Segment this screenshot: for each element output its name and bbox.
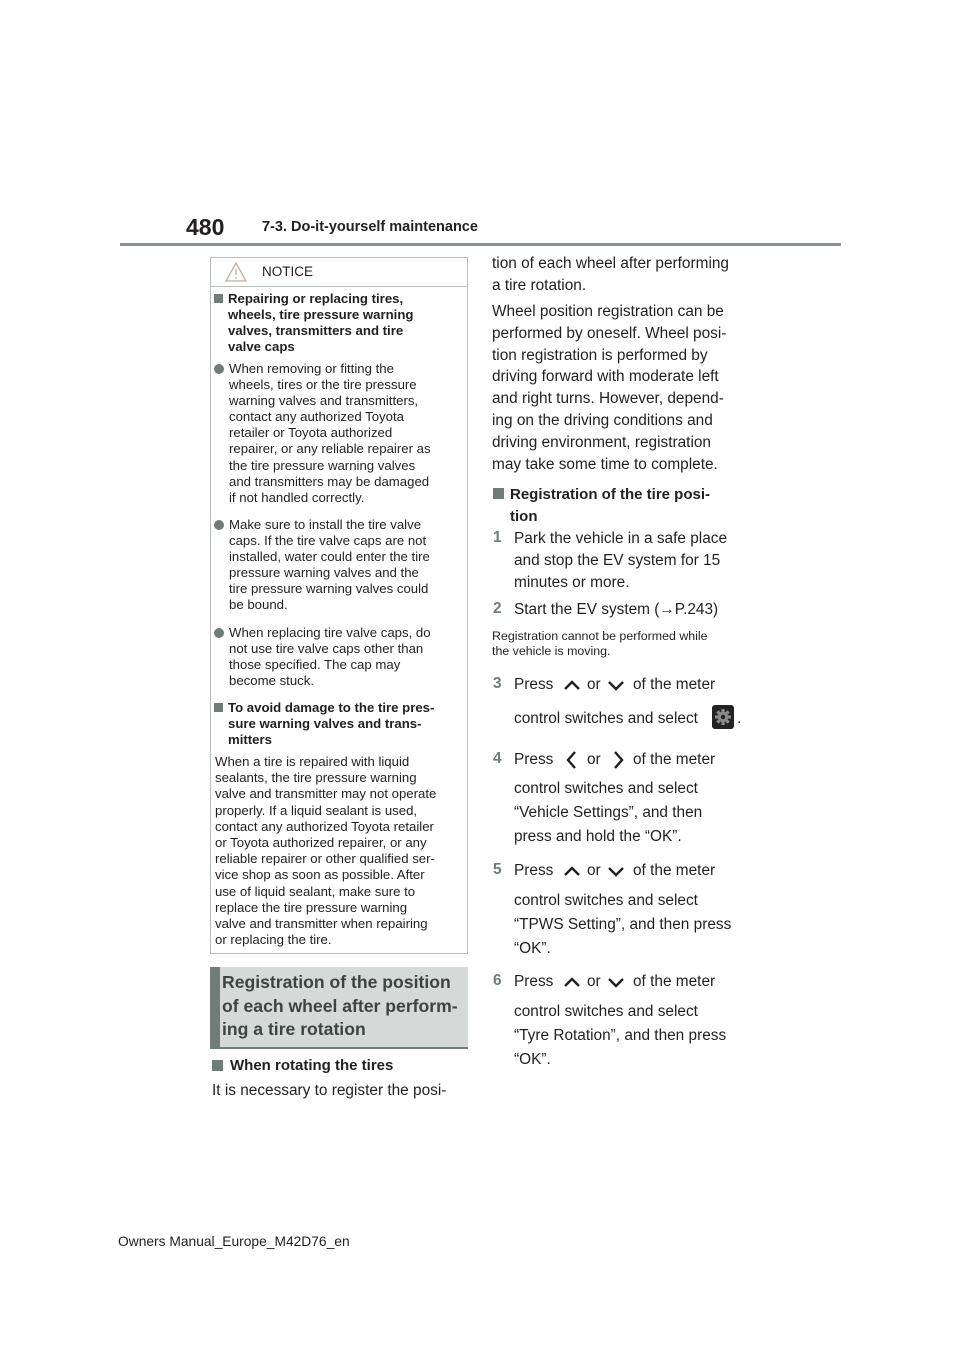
step-6-or: or: [587, 973, 601, 990]
step-6-tail: of the meter: [633, 973, 716, 990]
step-number: 5: [493, 861, 502, 878]
warning-triangle-icon: [225, 262, 247, 282]
header-rule: [120, 243, 841, 246]
section-heading-bar: [210, 967, 220, 1048]
step-number: 4: [493, 750, 502, 767]
step-3-select: control switches and select: [514, 710, 698, 727]
step-3-or: or: [587, 676, 601, 693]
bullet-dot: [214, 520, 224, 530]
gear-icon: [712, 705, 734, 729]
chevron-right-icon: [609, 751, 627, 769]
step-4-text: control switches and select “Vehicle Settings”, and then press and hold the “OK”.: [514, 780, 703, 845]
step-6-press: Press: [514, 973, 554, 990]
notice-heading-2: To avoid damage to the tire pres- sure warning valves and trans- mitters: [228, 700, 435, 747]
notice-paragraph: When replacing tire valve caps, do not use tire valve caps other than those specified. The cap may become stuck.: [229, 625, 431, 689]
step-3-press: Press: [514, 676, 554, 693]
footer-manual-id: Owners Manual_Europe_M42D76_en: [118, 1234, 350, 1249]
step-1-text: Park the vehicle in a safe place and stop the EV system for 15 minutes or more.: [514, 530, 728, 591]
chevron-left-icon: [563, 751, 581, 769]
notice-heading-1: Repairing or replacing tires, wheels, tire pressure warning valves, transmitters and tire valve caps: [228, 291, 414, 354]
step-4-tail: of the meter: [633, 751, 716, 768]
chevron-up-icon: [563, 863, 581, 881]
step-4-or: or: [587, 751, 601, 768]
right-paragraph-1: tion of each wheel after performing a tire rotation.: [492, 255, 729, 294]
chevron-down-icon: [607, 677, 625, 695]
step-number: 3: [493, 675, 502, 692]
step-number: 6: [493, 972, 502, 989]
right-paragraph-2: Wheel position registration can be performed by oneself. Wheel posi- tion registration is performed by driving forward with moderate left and right turns. However, depend- ing on the driving conditions and driving environment, registration may take some time to complete.: [492, 303, 727, 473]
notice-paragraph: Make sure to install the tire valve caps. If the tire valve caps are not installed, water could enter the tire pressure warning valves and the tire pressure warning valves could be bound.: [229, 517, 430, 613]
subheading-bullet: [212, 1060, 223, 1071]
heading-bullet: [214, 703, 223, 712]
note-text: Registration cannot be performed while the vehicle is moving.: [492, 629, 708, 658]
section-title: 7-3. Do-it-yourself maintenance: [262, 219, 478, 235]
section-heading: Registration of the position of each wheel after perform- ing a tire rotation: [222, 972, 458, 1039]
step-6-text: control switches and select “Tyre Rotation”, and then press “OK”.: [514, 1003, 727, 1068]
chevron-down-icon: [607, 863, 625, 881]
subheading-registration: Registration of the tire posi- tion: [510, 486, 711, 525]
step-number: 2: [493, 600, 502, 617]
step-5-press: Press: [514, 862, 554, 879]
page-number: 480: [186, 214, 225, 240]
step-4-press: Press: [514, 751, 554, 768]
step-5-or: or: [587, 862, 601, 879]
section-heading-rule: [210, 1047, 468, 1049]
step-2-text: Start the EV system (→P.243): [514, 601, 719, 618]
step-3-tail: of the meter: [633, 676, 716, 693]
subheading-bullet: [493, 488, 504, 499]
chevron-up-icon: [563, 974, 581, 992]
step-3-period: .: [737, 710, 742, 727]
bullet-dot: [214, 364, 224, 374]
subheading-rotating-tires: When rotating the tires: [230, 1057, 394, 1074]
step-5-text: control switches and select “TPWS Setting”, and then press “OK”.: [514, 892, 732, 957]
heading-bullet: [214, 294, 223, 303]
notice-header: [211, 258, 467, 287]
chevron-up-icon: [563, 677, 581, 695]
step-5-tail: of the meter: [633, 862, 716, 879]
notice-paragraph: When removing or fitting the wheels, tires or the tire pressure warning valves and transmitters, contact any authorized Toyota retailer or Toyota authorized repairer, or any reliable repairer as the tire pressure warning valves and transmitters may be damaged if not handled correctly.: [229, 361, 431, 505]
left-paragraph: It is necessary to register the posi-: [212, 1082, 447, 1099]
bullet-dot: [214, 628, 224, 638]
chevron-down-icon: [607, 974, 625, 992]
notice-paragraph: When a tire is repaired with liquid sealants, the tire pressure warning valve and transmitter may not operate properly. If a liquid sealant is used, contact any authorized Toyota retailer or Toyota authorized repairer, or any reliable repairer or other qualified ser- vice shop as soon as possible. After use of liquid sealant, make sure to replace the tire pressure warning valve and transmitter when repairing or replacing the tire.: [215, 754, 437, 948]
step-number: 1: [493, 529, 502, 546]
notice-label: NOTICE: [262, 264, 314, 279]
